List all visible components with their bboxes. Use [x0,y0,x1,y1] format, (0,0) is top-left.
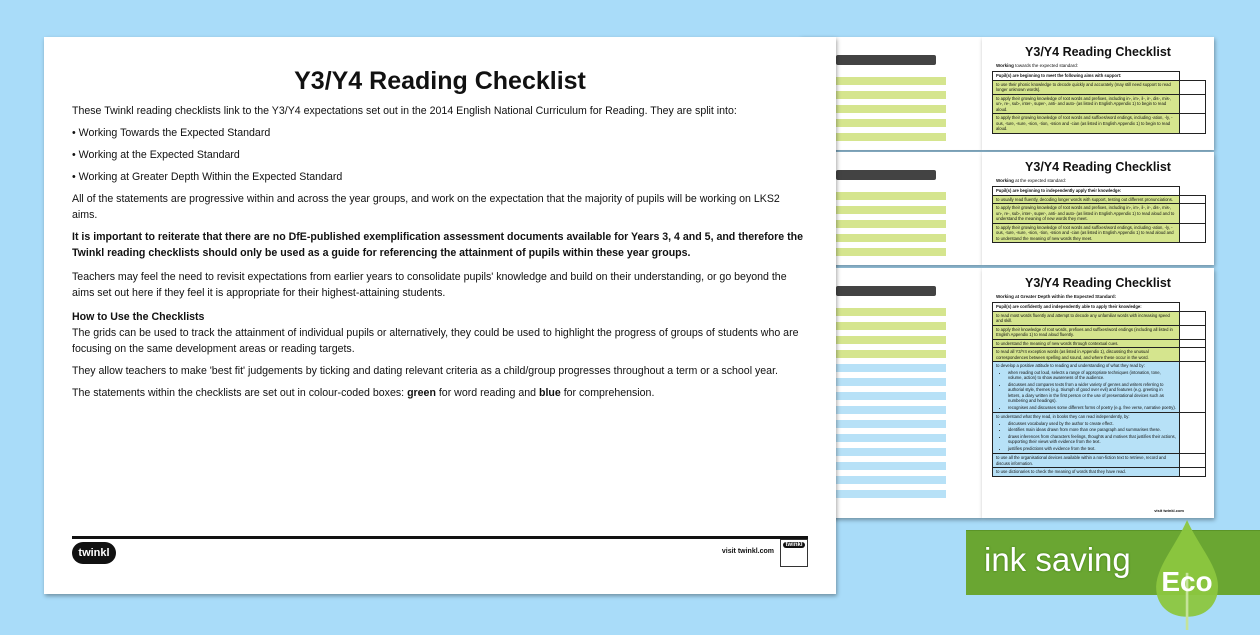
checklist-title: Y3/Y4 Reading Checklist [1025,276,1171,290]
visit-link[interactable]: visit twinkl.com [721,548,774,555]
statement-bullets [1008,421,1176,452]
eco-label: Eco [1161,566,1213,597]
row-shape [836,322,946,330]
statement-text: to understand the meaning of new words through contextual cues. [996,340,1119,346]
checklist-subtitle [996,294,1208,300]
checklist-statement [993,204,1180,224]
bullet-item: • discusses and compares texts from a wider variety of genres and writers referring to authorial style, themes (e.g. triumph of good over evil) and features (e.g. greeting in letters, a diary written in the first person or the use of presentational devices such as numbering and headings). [1008,382,1176,404]
table-row [993,362,1206,413]
subtitle-text: at the expected standard: [1013,178,1066,183]
row-shape [836,248,946,256]
checklist-statement [993,362,1180,413]
row-shape [836,462,946,470]
tick-box[interactable] [1180,325,1206,339]
table-header: Pupil(s) are beginning to meet the following aims with support: [993,72,1180,81]
checklist-page [982,268,1214,518]
title-shape [836,170,936,180]
row-shape [836,476,946,484]
statement-text: to use their phonic knowledge to decode quickly and accurately (may still need support to read longer unknown words). [996,81,1171,92]
page-title: Y3/Y4 Reading Checklist [294,67,586,95]
row-shape [836,434,946,442]
bullet-item: • recognises and discusses some different forms of poetry (e.g. free verse, narrative poetry). [1008,405,1176,411]
table-row [993,339,1206,348]
row-shape [836,234,946,242]
main-document-page [44,37,836,594]
title-shape [836,55,936,65]
statement-text: to apply their growing knowledge of root words and prefixes, including in-, im-, il-, ir-, dis-, mis-, un-, re-, sub-, inter-, super-, anti- and auto- (as listed in English Appendix 1) to begin to read aloud. [996,95,1172,112]
row-shape [836,220,946,228]
checklist-statement [993,195,1180,204]
table-row [993,311,1206,325]
row-shape [836,490,946,498]
green-word: green [407,387,436,399]
statement-text: to apply their growing knowledge of root words and prefixes, including in-, im-, il-, ir-, dis-, mis-, un-, re-, sub-, inter-, super-, anti- and auto- (as listed in English Appendix 1) to read aloud and to understand the meaning of new words they meet. [996,205,1175,221]
row-shape [836,350,946,358]
row-shape [836,192,946,200]
footer-divider [72,536,808,539]
table-row [993,114,1206,134]
row-shape [836,448,946,456]
badge-text: twinkl [783,542,805,548]
bullet-item: • Working at the Expected Standard [72,147,808,163]
bullet-item: • discusses vocabulary used by the author to create effect. [1008,421,1176,427]
table-row [993,223,1206,243]
row-shape [836,77,946,85]
row-shape [836,392,946,400]
row-shape [836,336,946,344]
table-row [993,413,1206,454]
row-shape [836,420,946,428]
table-header: Pupil(s) are beginning to independently apply their knowledge: [993,187,1180,196]
table-row [993,80,1206,94]
bullet-item: • when reading out loud, selects a range of appropriate techniques (intonation, tone, volume, action) to show awareness of the audience. [1008,370,1176,381]
checklist-statement [993,114,1180,134]
checklist-statement [993,468,1180,477]
tick-box[interactable] [1180,114,1206,134]
subtitle-bold: Working [996,63,1014,68]
tick-box[interactable] [1180,223,1206,243]
tick-box[interactable] [1180,94,1206,114]
row-shape [836,105,946,113]
subtitle-bold: Working [996,178,1014,183]
tick-box[interactable] [1180,413,1206,454]
table-row [993,348,1206,362]
checklist-statement [993,223,1180,243]
checklist-title: Y3/Y4 Reading Checklist [1025,160,1171,174]
bullet-item: • identifies main ideas drawn from more than one paragraph and summarises these. [1008,427,1176,433]
tick-box[interactable] [1180,468,1206,477]
checklist-table [992,186,1206,243]
statement-text: to apply their knowledge of root words, prefixes and suffixes/word endings (including all listed in English Appendix 1) to read aloud fluently. [996,326,1173,337]
colour-code-text [72,385,808,401]
bullet-item: • Working Towards the Expected Standard [72,125,808,141]
checklist-statement [993,311,1180,325]
bullet-item: • justifies predictions with evidence from the text. [1008,446,1176,452]
subtitle-text: towards the expected standard: [1013,63,1078,68]
tick-box[interactable] [1180,204,1206,224]
table-row [993,204,1206,224]
table-row [993,195,1206,204]
row-shape [836,119,946,127]
checklist-subtitle [996,63,1208,69]
statement-text: to develop a positive attitude to reading and understanding of what they read by: [996,363,1145,368]
important-text: It is important to reiterate that there are no DfE-published exemplification assessment documents available for Years 3, 4 and 5, and therefore the Twinkl reading checklists should only be used as a guide for referencing the attainment of pupils within these year groups. [72,231,803,259]
checklist-statement [993,413,1180,454]
checklist-subtitle [996,178,1208,184]
text: for word reading and [435,387,539,399]
row-shape [836,378,946,386]
statement-text: to apply their growing knowledge of root words and suffixes/word endings, including -ation, -ly, -ous, -ture, -sure, -sion, -tion, -ssion and -cian (as listed in English Appendix 1) to begin to read aloud. [996,115,1173,131]
eco-leaf-icon [1150,520,1225,635]
row-shape [836,133,946,141]
row-shape [836,206,946,214]
subtitle-bold: Working at Greater Depth within the Expected Standard: [996,294,1117,299]
checklist-page [982,152,1214,265]
title-shape [836,286,936,296]
tick-box[interactable] [1180,195,1206,204]
tick-box[interactable] [1180,80,1206,94]
tick-box[interactable] [1180,362,1206,413]
bullet-item: • Working at Greater Depth Within the Expected Standard [72,169,808,185]
row-shape [836,308,946,316]
blue-word: blue [538,387,561,399]
checklist-title: Y3/Y4 Reading Checklist [1025,45,1171,59]
quality-badge-icon [780,539,808,567]
visit-link: visit twinkl.com [1154,508,1184,513]
best-fit-text: They allow teachers to make 'best fit' judgements by ticking and dating relevant criteria as a child/group progresses throughout a term or a school year. [72,365,778,377]
bullet-item: • draws inferences from characters feelings, thoughts and motives that justifies their actions, supporting their views with evidence from the text. [1008,434,1176,445]
checklist-statement [993,454,1180,468]
statement-text: to understand what they read, in books they can read independently, by: [996,414,1130,419]
table-row [993,325,1206,339]
row-shape [836,364,946,372]
checklist-statement [993,94,1180,114]
statement-text: to usually read fluently, decoding longer words with support, testing out different pronunciations. [996,196,1173,202]
tick-box[interactable] [1180,348,1206,362]
statement-text: to use dictionaries to check the meaning of words that they have read. [996,469,1126,474]
row-shape [836,91,946,99]
grids-text: The grids can be used to track the attainment of individual pupils or alternatively, they could be used to highlight the progress of groups of students who are focusing on the same development areas or reading targets. [72,327,799,355]
table-header: Pupil(s) are confidently and independently able to apply their knowledge: [993,303,1180,312]
tick-box[interactable] [1180,339,1206,348]
table-row [993,454,1206,468]
how-to-heading: How to Use the Checklists [72,311,205,323]
progressive-text: All of the statements are progressive within and across the year groups, and work on the expectation that the majority of pupils will be working on LKS2 aims. [72,193,780,221]
checklist-statement [993,325,1180,339]
checklist-page [982,37,1214,150]
statement-text: to apply their growing knowledge of root words and suffixes/word endings, including -ation, -ly, -ous, -ture, -sure, -sion, -tion, -ssion and -cian (as listed in English Appendix 1) to read aloud and to understand the meaning of new words they meet. [996,224,1174,241]
tick-box[interactable] [1180,311,1206,325]
statement-text: to use all the organisational devices available within a non-fiction text to retrieve, record and discuss information. [996,455,1166,466]
checklist-table [992,302,1206,477]
row-shape [836,406,946,414]
table-row [993,94,1206,114]
intro-text: These Twinkl reading checklists link to the Y3/Y4 expectations set out in the 2014 English National Curriculum for Reading. They are split into: [72,105,737,117]
text: The statements within the checklists are set out in colour-coded boxes: [72,387,408,399]
ink-saving-label: ink saving [984,541,1131,578]
statement-text: to read most words fluently and attempt to decode any unfamiliar words with increasing speed and skill. [996,312,1170,323]
tick-box[interactable] [1180,454,1206,468]
checklist-statement [993,348,1180,362]
statement-text: to read all Y3/Y4 exception words (as listed in Appendix 1), discussing the unusual correspondences between spelling and sound, and where these occur in the word. [996,349,1149,360]
checklist-table [992,71,1206,134]
table-row [993,468,1206,477]
text: for comprehension. [560,387,655,399]
checklist-statement [993,339,1180,348]
teachers-text: Teachers may feel the need to revisit expectations from earlier years to consolidate pupils' knowledge and build on their understanding, or go beyond the aims set out here if they feel it is appropriate for their highest-attaining students. [72,271,787,299]
checklist-statement [993,80,1180,94]
statement-bullets [1008,370,1176,411]
twinkl-logo: twinkl [72,542,116,564]
